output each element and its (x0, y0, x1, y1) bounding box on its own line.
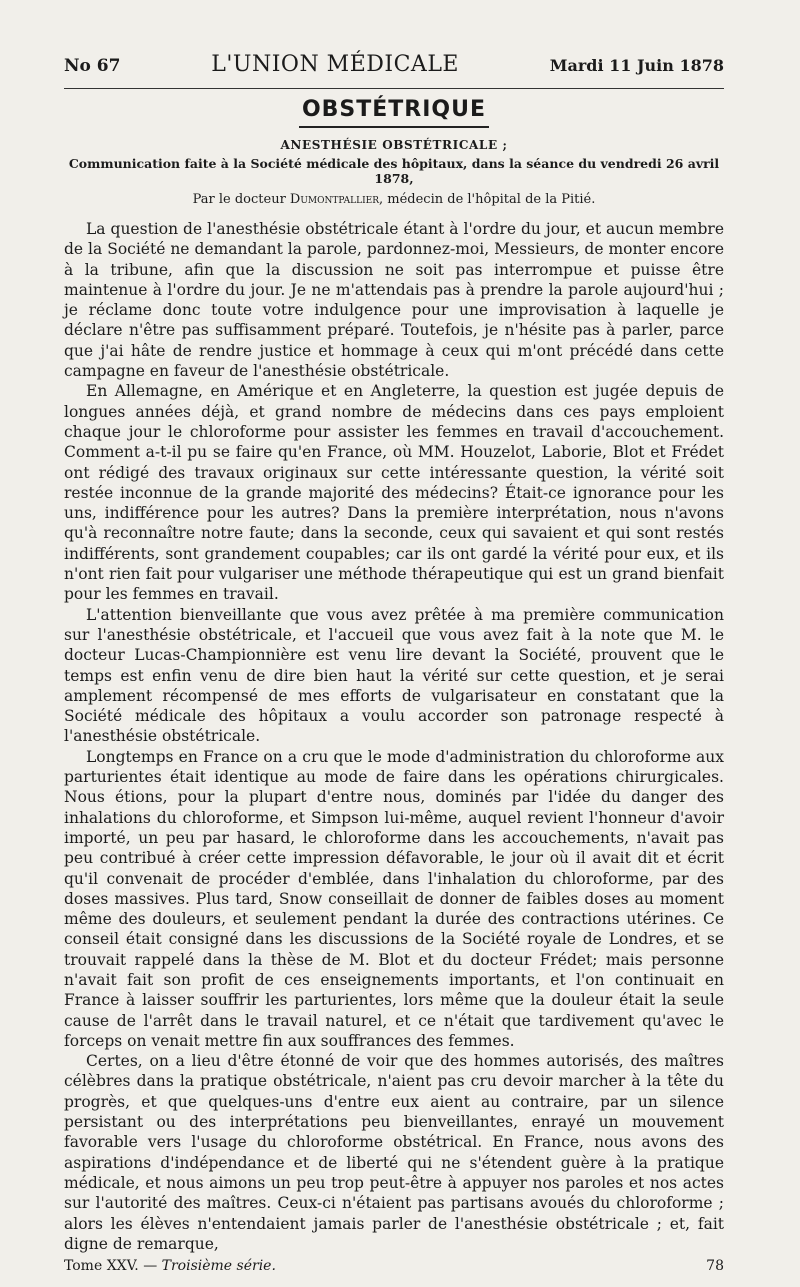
issue-number: No 67 (64, 56, 121, 76)
volume-series (64, 1258, 276, 1274)
author-line (64, 192, 724, 207)
section-title: OBSTÉTRIQUE (301, 97, 487, 122)
article-subtitle: ANESTHÉSIE OBSTÉTRICALE ; (280, 138, 508, 152)
issue-date: Mardi 11 Juin 1878 (549, 56, 724, 75)
series: Troisième série. (161, 1258, 276, 1274)
page-footer (64, 1258, 724, 1274)
author-name: Dumontpallier (289, 192, 379, 207)
paragraph: La question de l'anesthésie obstétricale étant à l'ordre du jour, et aucun membre de la Société ne demandant la parole, pardonnez-moi, Messieurs, de monter encore à la tribune, afin que la discussion ne soit pas interrompue et puisse être maintenue à l'ordre du jour. Je ne m'attendais pas à prendre la parole aujourd'hui ; je réclame donc toute votre indulgence pour une improvisation à laquelle je déclare n'être pas suffisamment préparé. Toutefois, je n'hésite pas à parler, parce que j'ai hâte de rendre justice et hommage à ceux qui m'ont précédé dans cette campagne en faveur de l'anesthésie obstétricale. (64, 220, 724, 381)
journal-title: L'UNION MÉDICALE (211, 52, 459, 77)
author-prefix: Par le docteur (192, 192, 290, 207)
title-rule (299, 126, 489, 128)
paragraph: Certes, on a lieu d'être étonné de voir que des hommes autorisés, des maîtres célèbres dans la pratique obstétricale, n'aient pas cru devoir marcher à la tête du progrès, et que quelques-uns d'entre eux aient au contraire, par un silence persistant ou des interprétations peu bienveillantes, enrayé un mouvement favorable vers l'usage du chloroforme obstétrical. En France, nous avons des aspirations d'indépendance et de liberté qui ne s'étendent guère à la pratique médicale, et nous aimons un peu trop peut-être à appuyer nos paroles et nos actes sur l'autorité des maîtres. Ceux-ci n'étaient pas partisans avoués du chloroforme ; alors les élèves n'entendaient jamais parler de l'anesthésie obstétricale ; et, fait digne de remarque, (64, 1052, 724, 1253)
communication-line: Communication faite à la Société médicale des hôpitaux, dans la séance du vendredi 26 avril 1878, (68, 156, 720, 186)
page-number: 78 (706, 1258, 724, 1274)
volume: Tome XXV. — (64, 1258, 162, 1274)
header-rule (64, 88, 724, 89)
page (64, 52, 724, 1274)
paragraph: L'attention bienveillante que vous avez prêtée à ma première communication sur l'anesthésie obstétricale, et l'accueil que vous avez fait à la note que M. le docteur Lucas-Championnière est venu lire devant la Société, prouvent que le temps est enfin venu de dire bien haut la vérité sur cette question, et je serai amplement récompensé de mes efforts de vulgarisateur en constatant que la Société médicale des hôpitaux a voulu accorder son patronage respecté à l'anesthésie obstétricale. (64, 605, 724, 746)
article-body (64, 219, 724, 1254)
paragraph: Longtemps en France on a cru que le mode d'administration du chloroforme aux parturientes était identique au mode de faire dans les opérations chirurgicales. Nous étions, pour la plupart d'entre nous, dominés par l'idée du danger des inhalations du chloroforme, et Simpson lui-même, auquel revient l'honneur d'avoir importé, un peu par hasard, le chloroforme dans les accouchements, n'avait pas peu contribué à créer cette impression défavorable, le jour où il avait dit et écrit qu'il convenait de procéder d'emblée, dans l'inhalation du chloroforme, par des doses massives. Plus tard, Snow conseillait de donner de faibles doses au moment même des douleurs, et seulement pendant la durée des contractions utérines. Ce conseil était consigné dans les discussions de la Société royale de Londres, et se trouvait rappelé dans la thèse de M. Blot et du docteur Frédet; mais personne n'avait fait son profit de ces enseignements importants, et l'on continuait en France à laisser souffrir les parturientes, lors même que la douleur était la seule cause de l'arrêt dans le travail naturel, et ce n'était que tardivement qu'avec le forceps on venait mettre fin aux souffrances des femmes. (64, 747, 724, 1050)
paragraph: En Allemagne, en Amérique et en Angleterre, la question est jugée depuis de longues années déjà, et grand nombre de médecins dans ces pays emploient chaque jour le chloroforme pour assister les femmes en travail d'accouchement. Comment a-t-il pu se faire qu'en France, où MM. Houzelot, Laborie, Blot et Frédet ont rédigé des travaux originaux sur cette intéressante question, la vérité soit restée inconnue de la grande majorité des médecins? Était-ce ignorance pour les uns, indifférence pour les autres? Dans la première interprétation, nous n'avons qu'à reconnaître notre faute; dans la seconde, ceux qui savaient et qui sont restés indifférents, sont grandement coupables; car ils ont gardé la vérité pour eux, et ils n'ont rien fait pour vulgariser une méthode thérapeutique qui est un grand bienfait pour les femmes en travail. (64, 382, 724, 604)
author-suffix: , médecin de l'hôpital de la Pitié. (379, 192, 596, 207)
running-header (64, 52, 724, 82)
